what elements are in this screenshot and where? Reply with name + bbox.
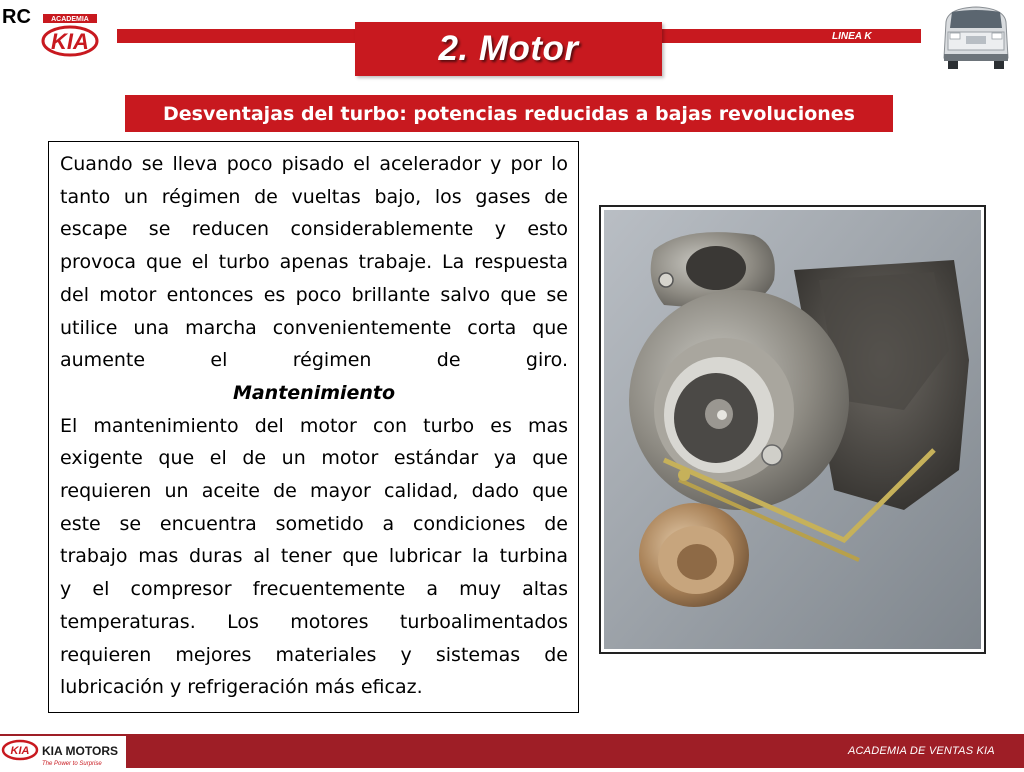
paragraph-line: este se encuentra sometido a condiciones de	[60, 512, 568, 535]
title-box	[355, 22, 662, 76]
page-title: 2. Motor	[438, 29, 579, 68]
paragraph-line: y el compresor frecuentemente a muy altas	[60, 578, 568, 601]
paragraph-line: temperaturas. Los motores turboalimentados	[60, 610, 568, 633]
photo-frame	[599, 205, 986, 654]
paragraph-line: provoca que el turbo apenas trabaje. La respuesta	[60, 251, 568, 274]
van-icon	[936, 4, 1016, 72]
subtitle: Desventajas del turbo: potencias reducidas a bajas revoluciones	[163, 102, 855, 125]
section-heading: Mantenimiento	[232, 381, 396, 404]
paragraph-line: requieren un aceite de mayor calidad, dado que	[60, 480, 568, 503]
academia-kia-logo	[40, 12, 100, 58]
line-label: LINEA K	[832, 31, 872, 42]
academia-logo-top-text: ACADEMIA	[51, 16, 89, 23]
footer-logo-tagline: The Power to Surprise	[42, 761, 102, 767]
footer-logo-text: KIA MOTORS	[42, 744, 119, 758]
footer-academia-text: ACADEMIA DE VENTAS KIA	[848, 745, 995, 757]
paragraph-line: El mantenimiento del motor con turbo es mas	[60, 414, 568, 437]
paragraph-line: exigente que el de un motor estándar ya que	[60, 447, 568, 470]
academia-logo-brand-text: KIA	[51, 29, 89, 54]
paragraph-line: requieren mejores materiales y sistemas de	[60, 643, 568, 666]
paragraph-line: del motor entonces es poco brillante salvo que se	[60, 283, 568, 306]
paragraph-line: escape se reducen considerablemente y esto	[60, 218, 568, 241]
paragraph-line: utilice una marcha convenientemente corta que	[60, 316, 568, 339]
kia-motors-logo	[0, 736, 126, 768]
paragraph-line: Cuando se lleva poco pisado el acelerador y por lo	[60, 153, 568, 175]
turbocharger-image	[604, 210, 981, 649]
text-panel	[48, 141, 579, 713]
paragraph-line: lubricación y refrigeración más eficaz.	[60, 676, 423, 699]
subtitle-box	[125, 95, 893, 132]
footer-logo-brand: KIA	[10, 745, 30, 757]
corner-tag: RC	[2, 6, 31, 28]
footer-logo	[0, 736, 126, 768]
paragraph-line: tanto un régimen de vueltas bajo, los gases de	[60, 185, 568, 208]
paragraph-line: aumente el régimen de giro.	[60, 349, 568, 372]
paragraph-line: trabajo mas duras al tener que lubricar la turbina	[60, 545, 568, 568]
